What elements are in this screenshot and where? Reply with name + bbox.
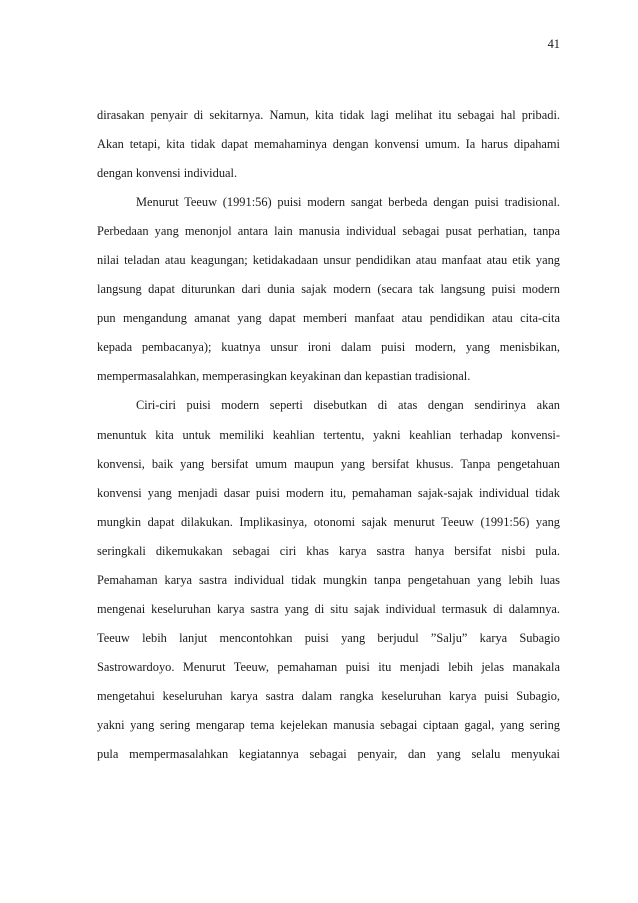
body-text [97,101,560,769]
text-line: Akan tetapi, kita tidak dapat memahaminya dengan konvensi umum. Ia harus dipahami [97,137,560,152]
text-line: Perbedaan yang menonjol antara lain manusia individual sebagai pusat perhatian, tanpa [97,224,560,239]
text-line: konvensi yang menjadi dasar puisi modern itu, pemahaman sajak-sajak individual tidak [97,485,560,500]
text-line: nilai teladan atau keagungan; ketidakadaan unsur pendidikan atau manfaat atau etik yang [97,253,560,268]
text-line: dirasakan penyair di sekitarnya. Namun, kita tidak lagi melihat itu sebagai hal pribadi. [97,108,560,122]
text-line: Sastrowardoyo. Menurut Teeuw, pemahaman puisi itu menjadi lebih jelas manakala [97,659,560,674]
paragraph-1 [97,101,560,188]
paragraph-2 [97,188,560,391]
text-line: Ciri-ciri puisi modern seperti disebutkan di atas dengan sendirinya akan [136,398,560,413]
text-line: langsung dapat diturunkan dari dunia sajak modern (secara tak langsung puisi modern [97,282,560,297]
paragraph-3 [97,391,560,769]
text-line: mempermasalahkan, memperasingkan keyakinan dan kepastian tradisional. [97,369,471,384]
text-line: Teeuw lebih lanjut mencontohkan puisi yang berjudul ”Salju” karya Subagio [97,630,560,645]
text-line: mungkin dapat dilakukan. Implikasinya, otonomi sajak menurut Teeuw (1991:56) yang [97,514,560,529]
text-line: mengenai keseluruhan karya sastra yang di situ sajak individual termasuk di dalamnya. [97,601,560,616]
text-line: kepada pembacanya); kuatnya unsur ironi dalam puisi modern, yang menisbikan, [97,340,560,355]
text-line: yakni yang sering mengarap tema kejelekan manusia sebagai ciptaan gagal, yang sering [97,717,560,732]
text-line: pula mempermasalahkan kegiatannya sebagai penyair, dan yang selalu menyukai [97,747,560,762]
text-line: menuntuk kita untuk memiliki keahlian tertentu, yakni keahlian terhadap konvensi- [97,427,560,442]
text-line: dengan konvensi individual. [97,166,238,181]
text-line: seringkali dikemukakan sebagai ciri khas karya sastra hanya bersifat nisbi pula. [97,543,560,558]
text-line: konvensi, baik yang bersifat umum maupun yang bersifat khusus. Tanpa pengetahuan [97,456,560,471]
text-line: pun mengandung amanat yang dapat memberi manfaat atau pendidikan atau cita-cita [97,311,560,326]
page-number: 41 [547,37,560,51]
text-line: mengetahui keseluruhan karya sastra dalam rangka keseluruhan karya puisi Subagio, [97,688,560,703]
text-line: Menurut Teeuw (1991:56) puisi modern sangat berbeda dengan puisi tradisional. [136,195,560,210]
text-line: Pemahaman karya sastra individual tidak mungkin tanpa pengetahuan yang lebih luas [97,572,560,587]
